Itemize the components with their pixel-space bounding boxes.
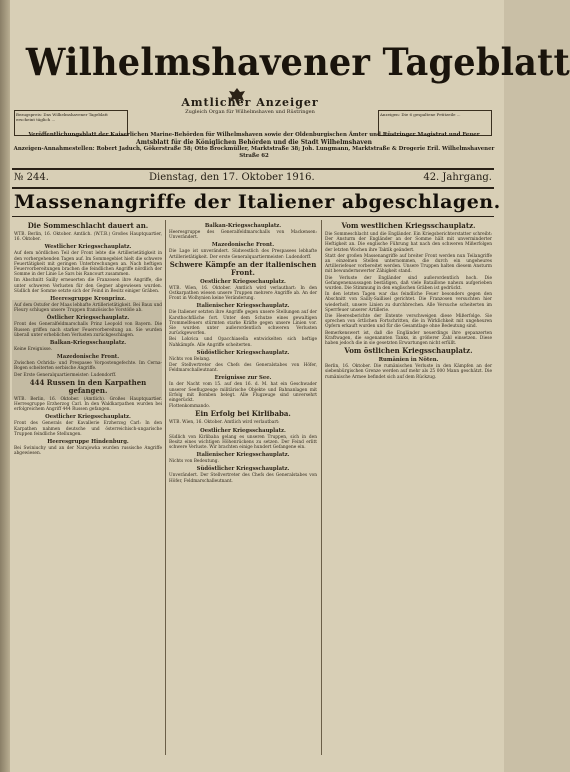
- article-paragraph: Nichts von Belang.: [169, 356, 211, 362]
- advertising-info-box: Anzeigen: Die 6 gespaltene Petitzeile ...: [378, 110, 492, 136]
- article-heading: Westlicher Kriegsschauplatz.: [44, 244, 132, 251]
- column-1: [14, 221, 162, 756]
- article-paragraph: Unverändert. Der Stellvertreter des Chefs des Generalstabes von Höfer, Feldmarschalleutnant.: [169, 473, 317, 484]
- article-heading: Ein Erfolg bei Kirlibaba.: [195, 409, 291, 419]
- article-paragraph: Flottenkommando.: [169, 404, 211, 410]
- article-heading: Italienischer Kriegsschauplatz.: [196, 303, 290, 310]
- article-heading: Balkan-Kriegsschauplatz.: [204, 223, 282, 229]
- article-paragraph: Heeresgruppe des Generalfeldmarschalls von Mackensen: Unverändert.: [169, 230, 317, 241]
- official-line-2: Amtsblatt für die Königlichen Behörden und die Stadt Wilhelmshaven: [135, 139, 373, 146]
- article-paragraph: Der Stellvertreter des Chefs des Generalstabes von Höfer, Feldmarschalleutnant.: [169, 363, 317, 374]
- article-paragraph: Auf dem nördlichen Teil der Front lebte die Artillerietätigkeit in den vorhergehenden Tagen auf. Im Sommegebiet hielt die schwere Feuertätigkeit mit geringen Unterbrechungen an. Nach heftigen Feuervorbereitungen brachen die feindlichen Angriffe nördlich der Somme in der Linie Le Sars bis Rancourt zusammen.: [14, 251, 162, 278]
- column-divider-1: [165, 220, 166, 755]
- masthead-title: Wilhelmshavener Tageblatt: [25, 40, 570, 84]
- subscription-info-box: Bezugspreis: Das Wilhelmshavener Tageblatt erscheint täglich ...: [14, 110, 128, 136]
- article-heading: Vom östlichen Kriegsschauplatz.: [344, 346, 473, 356]
- column-divider-2: [321, 220, 322, 755]
- article-paragraph: Bemerkenswert ist, daß die Engländer neuerdings ihre gepanzerten Kraftwagen, die sogenannten Tanks, in größerer Zahl einsetzen. Diese haben jedoch die in sie gesetzten Erwartungen nicht erfüllt.: [325, 330, 492, 347]
- article-paragraph: WTB. Berlin, 16. Oktober. (Amtlich). Großes Hauptquartier. Herresgruppe Erzherzog Carl. In den Waldkarpathen wurden bei erfolgreichem Angriff 444 Russen gefangen.: [14, 396, 162, 413]
- article-paragraph: Bei Swiniuchy und an der Narajowka wurden russische Angriffe abgewiesen.: [14, 446, 162, 457]
- official-notice-lines: [12, 132, 496, 160]
- dateline-rule: [12, 187, 494, 189]
- article-paragraph: Statt der großen Massenangriffe auf breiter Front werden nun Teilangriffe an einzelnen Stellen unternommen, die durch ein ungeheures Artilleriefeuer vorbereitet werden. Unsere Truppen halten diesem Ansturm mit bewundernswerter Zähigkeit stand.: [325, 253, 492, 275]
- article-heading: Heeresgruppe Hindenburg.: [47, 439, 129, 446]
- article-heading: Mazedonische Front.: [211, 242, 275, 249]
- article-heading: Oestlicher Kriegsschauplatz.: [45, 414, 131, 421]
- article-paragraph: Nichts von Bedeutung.: [169, 459, 219, 465]
- article-paragraph: Die Heeresberichte der Entente verschweigen diese Mißerfolge. Sie sprechen von örtlichen Fortschritten, die in Wirklichkeit mit ungeheuren Opfern erkauft wurden und für die Gesamtlage ohne Bedeutung sind.: [325, 314, 492, 330]
- article-heading: Oestlicher Kriegsschauplatz.: [200, 278, 286, 285]
- article-paragraph: Die Lage ist unverändert. Südwestlich des Prespasees lebhafte Artillerietätigkeit. Der erste Generalquartiermeister: Ludendorff.: [169, 249, 317, 260]
- article-heading: Südöstlicher Kriegsschauplatz.: [196, 466, 290, 473]
- dateline: [14, 172, 492, 186]
- article-heading: Östlicher Kriegsschauplatz.: [46, 315, 130, 322]
- article-paragraph: Front des Generals der Kavallerie Erzherzog Carl: In den Karpathen nahmen deutsche und österreichisch-ungarische Truppen feindliche Stellungen.: [14, 421, 162, 437]
- article-paragraph: Auf dem Ostufer der Maas lebhafte Artillerietätigkeit. Bei Baux und Fleury schlugen unsere Truppen französische Vorstöße ab.: [14, 303, 163, 314]
- article-heading: Ereignisse zur See.: [214, 375, 272, 382]
- article-paragraph: Im Abschnitt Sailly erneuerten die Franzosen ihre Angriffe, die unter schweren Verlusten für den Gegner abgewiesen wurden. Südlich der Somme setzte sich der Feind in Besitz einiger Gräben.: [14, 278, 162, 294]
- article-heading: Schwere Kämpfe an der italienischen Front.: [169, 259, 317, 277]
- article-heading: Heeresgruppe Kronprinz.: [50, 296, 126, 303]
- article-heading: Rumänien in Nöten.: [378, 357, 439, 364]
- article-paragraph: WTB. Berlin, 16. Oktober. Amtlich. (W.T.B.) Großes Hauptquartier, 16. Oktober.: [14, 232, 162, 243]
- article-paragraph: Keine Ereignisse.: [14, 347, 53, 353]
- article-heading: Oestlicher Kriegsschauplatz.: [200, 427, 286, 434]
- headline-rule: [12, 216, 494, 217]
- article-paragraph: Die Sommeschlacht und die Engländer. Ein Kriegsberichterstatter schreibt: Der Ansturm der Engländer an der Somme hält mit unverminderter Heftigkeit an. Die englische Führung hat nach den schweren Mißerfolgen der letzten Wochen ihre Taktik geändert.: [325, 232, 492, 253]
- article-paragraph: WTB. Wien, 16. Oktober. Amtlich wird verlautbart:: [169, 420, 280, 426]
- article-paragraph: WTB. Wien, 16. Oktober. Amtlich wird verlautbart: In den Ostkarpathen wiesen unsere Truppen mehrere Angriffe ab. An der Front in Wolhynien keine Veränderung.: [169, 285, 317, 302]
- article-heading: Die Sommeschlacht dauert an.: [27, 221, 149, 230]
- article-paragraph: Bei Lokvica und Opacchiasella entwickelten sich heftige Nahkämpfe. Alle Angriffe scheiterten.: [169, 337, 317, 348]
- article-paragraph: In der Nacht vom 15. auf den 16. d. M. hat ein Geschwader unserer Seeflugzeuge militärische Objekte und Bahnanlagen mit Erfolg mit Bomben belegt. Alle Flugzeuge sind unversehrt eingerückt.: [169, 382, 317, 404]
- article-heading: Südöstlicher Kriegsschauplatz.: [196, 349, 290, 356]
- article-paragraph: Die Italiener setzten ihre Angriffe gegen unsere Stellungen auf der Karsthochfläche fort. Unter dem Schutze eines gewaltigen Trommelfeuers stürmten starke Kräfte gegen unsere Linien vor. Sie wurden unter außerordentlich schweren Verlusten zurückgeworfen.: [169, 310, 317, 337]
- article-heading: Italienischer Kriegsschauplatz.: [196, 452, 290, 459]
- article-paragraph: Südlich von Kirlibaba gelang es unseren Truppen, sich in den Besitz eines wichtigen Höhenrückens zu setzen. Der Feind erlitt schwere Verluste. Wir brachten einige hundert Gefangene ein.: [169, 434, 317, 451]
- column-3: [325, 221, 492, 756]
- volume-year: 42. Jahrgang.: [423, 172, 492, 183]
- issue-date: Dienstag, den 17. Oktober 1916.: [149, 172, 315, 183]
- masthead-subsubtitle: Zugleich Organ für Wilhelmshaven und Rüstringen: [185, 109, 315, 115]
- column-2: [169, 221, 317, 756]
- main-headline: Massenangriffe der Italiener abgeschlagen.: [14, 191, 501, 213]
- page-binding: [0, 0, 10, 772]
- article-heading: Mazedonische Front.: [56, 354, 120, 361]
- masthead-rule: [12, 168, 494, 170]
- article-paragraph: Der Erste Generalquartiermeister: Ludendorff.: [14, 372, 117, 378]
- article-paragraph: In den letzten Tagen war das feindliche Feuer besonders gegen den Abschnitt von Sailly-Saillisel gerichtet. Die Franzosen versuchten hier wiederholt, unsere Linien zu durchbrechen. Alle Versuche scheiterten im Sperrfeuer unserer Artillerie.: [325, 292, 492, 313]
- issue-number: № 244.: [14, 172, 49, 183]
- article-paragraph: Berlin, 16. Oktober. Die rumänischen Verluste in den Kämpfen an der siebenbürgischen Grenze werden auf mehr als 25 000 Mann geschätzt. Die rumänische Armee befindet sich auf dem Rückzug.: [325, 364, 492, 380]
- article-heading: 444 Russen in den Karpathen gefangen.: [29, 377, 147, 395]
- article-paragraph: Die Verluste der Engländer sind außerordentlich hoch. Die Gefangenenaussagen bestätigen, daß viele Bataillone nahezu aufgerieben wurden. Die Stimmung in den englischen Gräben ist gedrückt.: [325, 275, 492, 292]
- official-line-1: Veröffentlichungsblatt der Kaiserlichen Marine-Behörden für Wilhelmshaven sowie der Oldenburgischen Ämter und Rüstringer Magistrat und Feuer: [28, 132, 480, 138]
- article-paragraph: Front des Generalfeldmarschalls Prinz Leopold von Bayern. Die Russen griffen nach starker Feuervorbereitung an. Sie wurden überall unter erheblichen Verlusten zurückgeschlagen.: [14, 322, 162, 338]
- official-line-3: Anzeigen-Annahmestellen: Robert Jaduch, Gökerstraße 58; Otto Brockmüller, Marktstraße 38; Joh. Lungmann, Marktstraße & Drogerie Eril. Wilhelmshavener Straße 62: [13, 146, 495, 159]
- article-heading: Balkan-Kriegsschauplatz.: [49, 340, 127, 347]
- article-paragraph: Zwischen Ochrida- und Prespasee Vorpostengefechte. Im Cerna-Bogen scheiterten serbische Angriffe.: [14, 361, 162, 372]
- article-heading: Vom westlichen Kriegsschauplatz.: [341, 221, 476, 230]
- masthead-subtitle: Amtlicher Anzeiger: [181, 96, 319, 109]
